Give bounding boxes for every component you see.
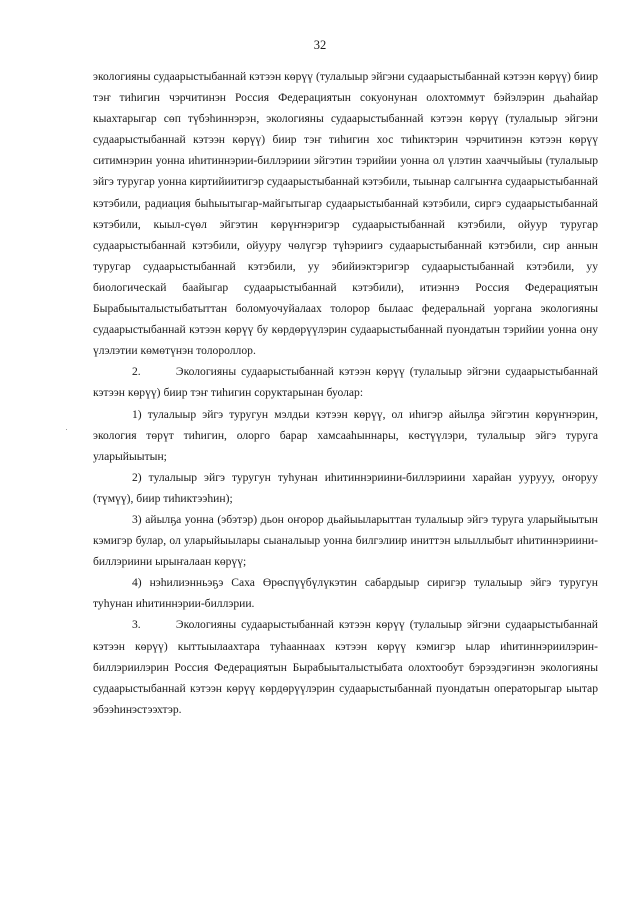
list-item-1: 1) тулалыыр эйгэ туругун мэлдьи кэтээн көрүү, ол иһигэр айылҕа эйгэтин көрүҥнэрин, экология төрүт тиһигин, олорго барар хамсааһыннары, көстүүлэри, тулалыыр эйгэ туруга уларыйыытын; (93, 407, 598, 463)
list-item-2: 2) тулалыыр эйгэ туругун туһунан иһитиннэриини-биллэриини харайан уурууу, оҥоруу (түмүү), биир тиһиктээһин); (93, 470, 598, 505)
page-number: 32 (313, 38, 327, 52)
margin-mark (66, 429, 67, 430)
list-item-4: 4) нэһилиэнньэҕэ Саха Өрөспүүбүлүкэтин сабардыыр сиригэр тулалыыр эйгэ туругун туһунан иһитиннэрии-биллэрии. (93, 576, 598, 611)
paragraph-item-3: 3. Экологияны судаарыстыбаннай кэтээн көрүү (тулалыыр эйгэни судаарыстыбаннай кэтээн көрүү) кыттыылаахтара туһааннаах кэтээн көрүү кэмигэр ылар иһитиннэриилэрин-биллэриилэрин Россия Федерациятын Бырабыыталыстыбата олохтообут бэрээдэгинэн экологияны судаарыстыбаннай кэтээн көрүү көрдөрүүлэрин судаарыстыбаннай пуондатын операторыгар ыытар эбээһинэстээхтэр. (93, 618, 598, 716)
paragraph-continuation: экологияны судаарыстыбаннай кэтээн көрүү (тулалыыр эйгэни судаарыстыбаннай кэтээн көрүү) биир тэҥ тиһигин чэрчитинэн Россия Федерациятын сокуонунан олохтоммут бэйэлэрин дьаһайар кыахтарыгар сөп түбэһиннэрэн, экологияны судаарыстыбаннай кэтээн көрүү (тулалыыр эйгэни судаарыстыбаннай кэтээн көрүү) биир тэҥ тиһигин хос тиһиктэрин чэрчитинэн кэтээн көрүү ситимнэрин уонна иһитиннэрии-биллэриии эйгэтин тэрийии уонна ол үлэтин хааччыйыы (тулалыыр эйгэ туругар уонна киртийиитигэр судаарыстыбаннай кэтэбили, тыынар салгыҥҥа судаарыстыбаннай кэтэбили, радиация быһыытыгар-майгытыгар судаарыстыбаннай кэтэбили, сиргэ судаарыстыбаннай кэтэбили, кыыл-сүөл эйгэтин көрүҥнэригэр судаарыстыбаннай кэтэбили, ойуур туругар судаарыстыбаннай кэтэбили, ойууру чөлүгэр түһэриигэ судаарыстыбаннай кэтэбили, сир аннын туругар судаарыстыбаннай кэтэбили, уу эбийиэктэригэр судаарыстыбаннай кэтэбили, уу биологическай баайыгар судаарыстыбаннай кэтэбили), итиэннэ Россия Федерациятын Бырабыыталыстыбатыттан боломуочуйалаах толорор былаас федеральнай уоргана экологияны судаарыстыбаннай кэтээн көрүү бу көрдөрүүлэрин судаарыстыбаннай пуондатын тэрийии уонна ону үлэлэтии көмөтүнэн толороллор. (93, 70, 598, 358)
list-item-3: 3) айылҕа уонна (эбэтэр) дьон оҥорор дьайыыларыттан тулалыыр эйгэ туруга уларыйыытын кэмигэр булар, ол уларыйыылары сыаналыыр уонна билгэлиир иниттэн ылыллыбыт иһитиннэриини-биллэриини ырыҥалаан көрүү; (93, 512, 598, 569)
paragraph-item-2: 2. Экологияны судаарыстыбаннай кэтээн көрүү (тулалыыр эйгэни судаарыстыбаннай кэтээн көрүү) биир тэҥ тиһигин соруктарынан буолар: (93, 365, 598, 400)
document-body (93, 66, 598, 720)
